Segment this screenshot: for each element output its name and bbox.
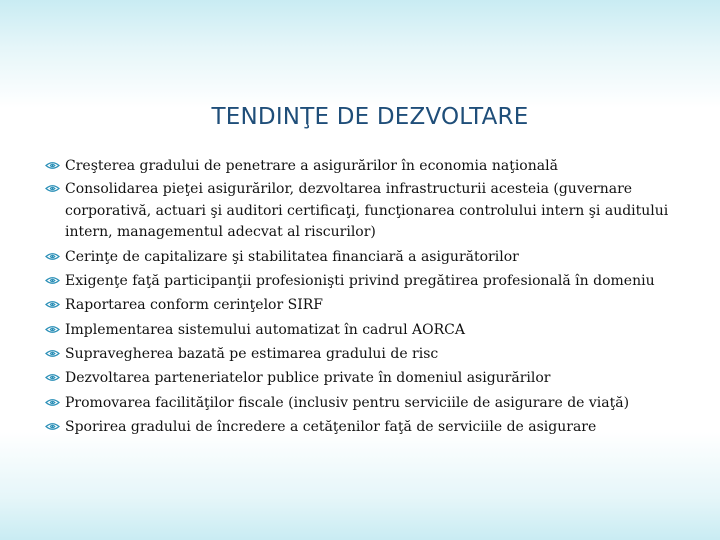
list-item-text: Promovarea facilităţilor fiscale (inclusiv pentru serviciile de asigurare de viaţă) <box>65 394 630 411</box>
eye-swirl-icon <box>45 422 60 431</box>
list-item-text: Creşterea gradului de penetrare a asigurărilor în economia naţională <box>65 158 558 174</box>
list-item <box>45 415 685 439</box>
slide-title: TENDINŢE DE DEZVOLTARE <box>211 104 529 130</box>
list-item-text: Implementarea sistemului automatizat în cadrul AORCA <box>65 321 465 338</box>
bullet-list <box>45 154 685 439</box>
list-item <box>45 318 685 342</box>
eye-swirl-icon <box>45 276 60 285</box>
eye-swirl-icon <box>45 325 60 334</box>
list-item <box>45 269 685 293</box>
eye-swirl-icon <box>45 349 60 358</box>
eye-swirl-icon <box>45 161 60 170</box>
list-item-text: Cerinţe de capitalizare şi stabilitatea financiară a asigurătorilor <box>65 248 519 265</box>
eye-swirl-icon <box>45 300 60 309</box>
list-item <box>45 366 685 390</box>
eye-swirl-icon <box>45 398 60 407</box>
list-item-text: Exigenţe faţă participanţii profesionişti privind pregătirea profesională în domeniu <box>65 273 655 290</box>
list-item <box>45 293 685 317</box>
list-item-text: Supravegherea bazată pe estimarea gradului de risc <box>65 345 439 362</box>
list-item-text: Raportarea conform cerinţelor SIRF <box>65 297 324 314</box>
list-item <box>45 178 685 245</box>
eye-swirl-icon <box>45 373 60 382</box>
list-item <box>45 154 685 178</box>
list-item-text: Dezvoltarea parteneriatelor publice private în domeniul asigurărilor <box>65 370 551 387</box>
list-item <box>45 245 685 269</box>
eye-swirl-icon <box>45 252 60 261</box>
list-item-text: Sporirea gradului de încredere a cetăţenilor faţă de serviciile de asigurare <box>65 418 597 435</box>
list-item <box>45 391 685 415</box>
list-item-text: Consolidarea pieţei asigurărilor, dezvoltarea infrastructurii acesteia (guvernare corporativă, actuari şi auditori certificaţi, funcţionarea controlului intern şi auditului intern, managementul adecvat al riscurilor) <box>65 181 669 241</box>
list-item <box>45 342 685 366</box>
eye-swirl-icon <box>45 184 60 193</box>
